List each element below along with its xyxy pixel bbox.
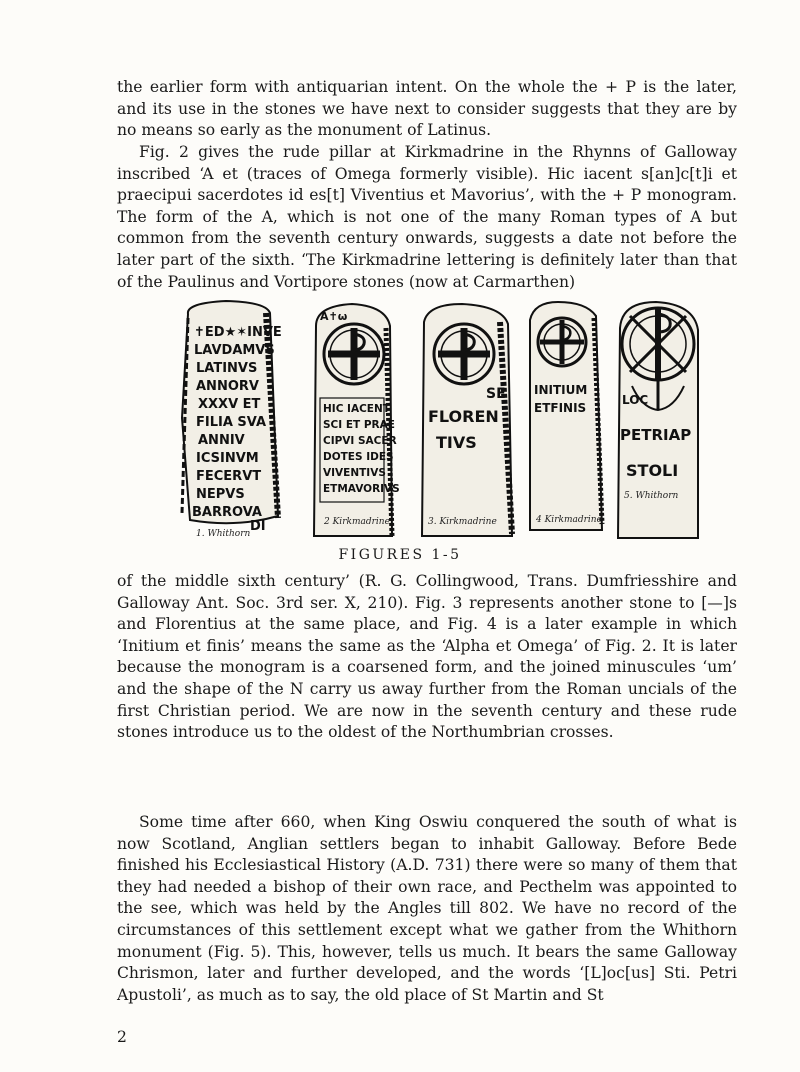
- fig1-line-6: FILIA SVA: [196, 415, 267, 430]
- figure-5-illustration: [612, 298, 702, 543]
- fig5-line-1: LOC: [622, 393, 649, 407]
- fig1-line-4: ANNORV: [196, 379, 259, 394]
- fig3-line-1: SE: [486, 386, 506, 402]
- fig1-line-8: ICSINVM: [196, 451, 259, 466]
- fig1-line-10: NEPVS: [196, 487, 245, 502]
- figures-caption: FIGURES 1-5: [338, 547, 462, 563]
- fig1-line-1: ✝ED★✶INVE: [194, 325, 282, 340]
- fig2-line-5: VIVENTIVS: [323, 467, 386, 479]
- fig5-label: 5. Whithorn: [624, 491, 679, 501]
- fig1-line-9: FECERVT: [196, 469, 262, 484]
- figure-2-stone: [314, 304, 400, 536]
- fig2-line-6: ETMAVORIVS: [323, 483, 400, 495]
- fig2-line-3: CIPVI SACER: [323, 435, 397, 447]
- fig4-line-2: ETFINIS: [534, 401, 587, 415]
- fig1-line-12: DI: [250, 519, 266, 534]
- paragraph-1: the earlier form with antiquarian intent. On the whole the + P is the later, and its use in the stones we have next to consider suggests that they are by no means so early as the monument of Latinus.: [117, 78, 737, 140]
- fig1-line-2: LAVDAMVS: [194, 343, 275, 358]
- fig3-label: 3. Kirkmadrine: [428, 517, 497, 527]
- fig4-line-1: INITIUM: [534, 383, 588, 397]
- fig2-label: 2 Kirkmadrine: [324, 517, 390, 527]
- paragraph-3: of the middle sixth century’ (R. G. Collingwood, Trans. Dumfriesshire and Galloway Ant. Soc. 3rd ser. X, 210). Fig. 3 represents another stone to [—]s and Florentius at the same place, and Fig. 4 is a later example in which ‘Initium et finis’ means the same as the ‘Alpha et Omega’ of Fig. 2. It is later because the monogram is a coarsened form, and the joined minuscules ‘um’ and the shape of the N carry us away further from the Roman uncials of the first Christian period. We are now in the seventh century and these rude stones introduce us to the oldest of the Northumbrian crosses.: [117, 572, 737, 742]
- fig3-line-2: FLOREN: [428, 407, 499, 426]
- fig1-label: 1. Whithorn: [196, 529, 251, 539]
- fig1-line-11: BARROVA: [192, 505, 262, 520]
- paragraph-4: Some time after 660, when King Oswiu conquered the south of what is now Scotland, Anglian settlers began to inhabit Galloway. Before Bede finished his Ecclesiastical History (A.D. 731) there were so many of them that they had needed a bishop of their own race, and Pecthelm was appointed to the see, which was held by the Angles till 802. We have no record of the circumstances of this settlement except what we gather from the Whithorn monument (Fig. 5). This, however, tells us much. It bears the same Galloway Chrismon, later and further developed, and the words ‘[L]oc[us] Sti. Petri Apustoli’, as much as to say, the old place of St Martin and St: [117, 813, 737, 1004]
- figure-4-stone: [530, 302, 602, 530]
- figures-illustration: [166, 298, 636, 543]
- fig2-line-2: SCI ET PRAE: [323, 419, 395, 431]
- fig3-line-3: TIVS: [436, 433, 477, 452]
- fig1-line-5: XXXV ET: [198, 397, 261, 412]
- fig5-line-2: PETRIAP: [620, 426, 692, 444]
- figure-5-stone: [618, 302, 698, 538]
- page-number: 2: [117, 1028, 127, 1046]
- figure-3-stone: [422, 304, 512, 536]
- fig2-line-4: DOTES IDES: [323, 451, 394, 463]
- fig4-label: 4 Kirkmadrine: [536, 515, 602, 525]
- fig2-alpha-omega: A✝ω: [320, 310, 348, 323]
- fig1-line-3: LATINVS: [196, 361, 258, 376]
- paragraph-2: Fig. 2 gives the rude pillar at Kirkmadrine in the Rhynns of Galloway inscribed ‘A et (traces of Omega formerly visible). Hic iacent s[an]c[t]i et praecipui sacerdotes id es[t] Viventius et Mavorius’, with the + P monogram. The form of the A, which is not one of the many Roman types of A but common from the seventh century onwards, suggests a date not before the later part of the sixth. ‘The Kirkmadrine lettering is definitely later than that of the Paulinus and Vortipore stones (now at Carmarthen): [117, 143, 737, 291]
- fig5-line-3: STOLI: [626, 461, 679, 480]
- figure-1-stone: [182, 301, 282, 539]
- fig1-line-7: ANNIV: [198, 433, 245, 448]
- fig2-line-1: HIC IACENT: [323, 403, 390, 415]
